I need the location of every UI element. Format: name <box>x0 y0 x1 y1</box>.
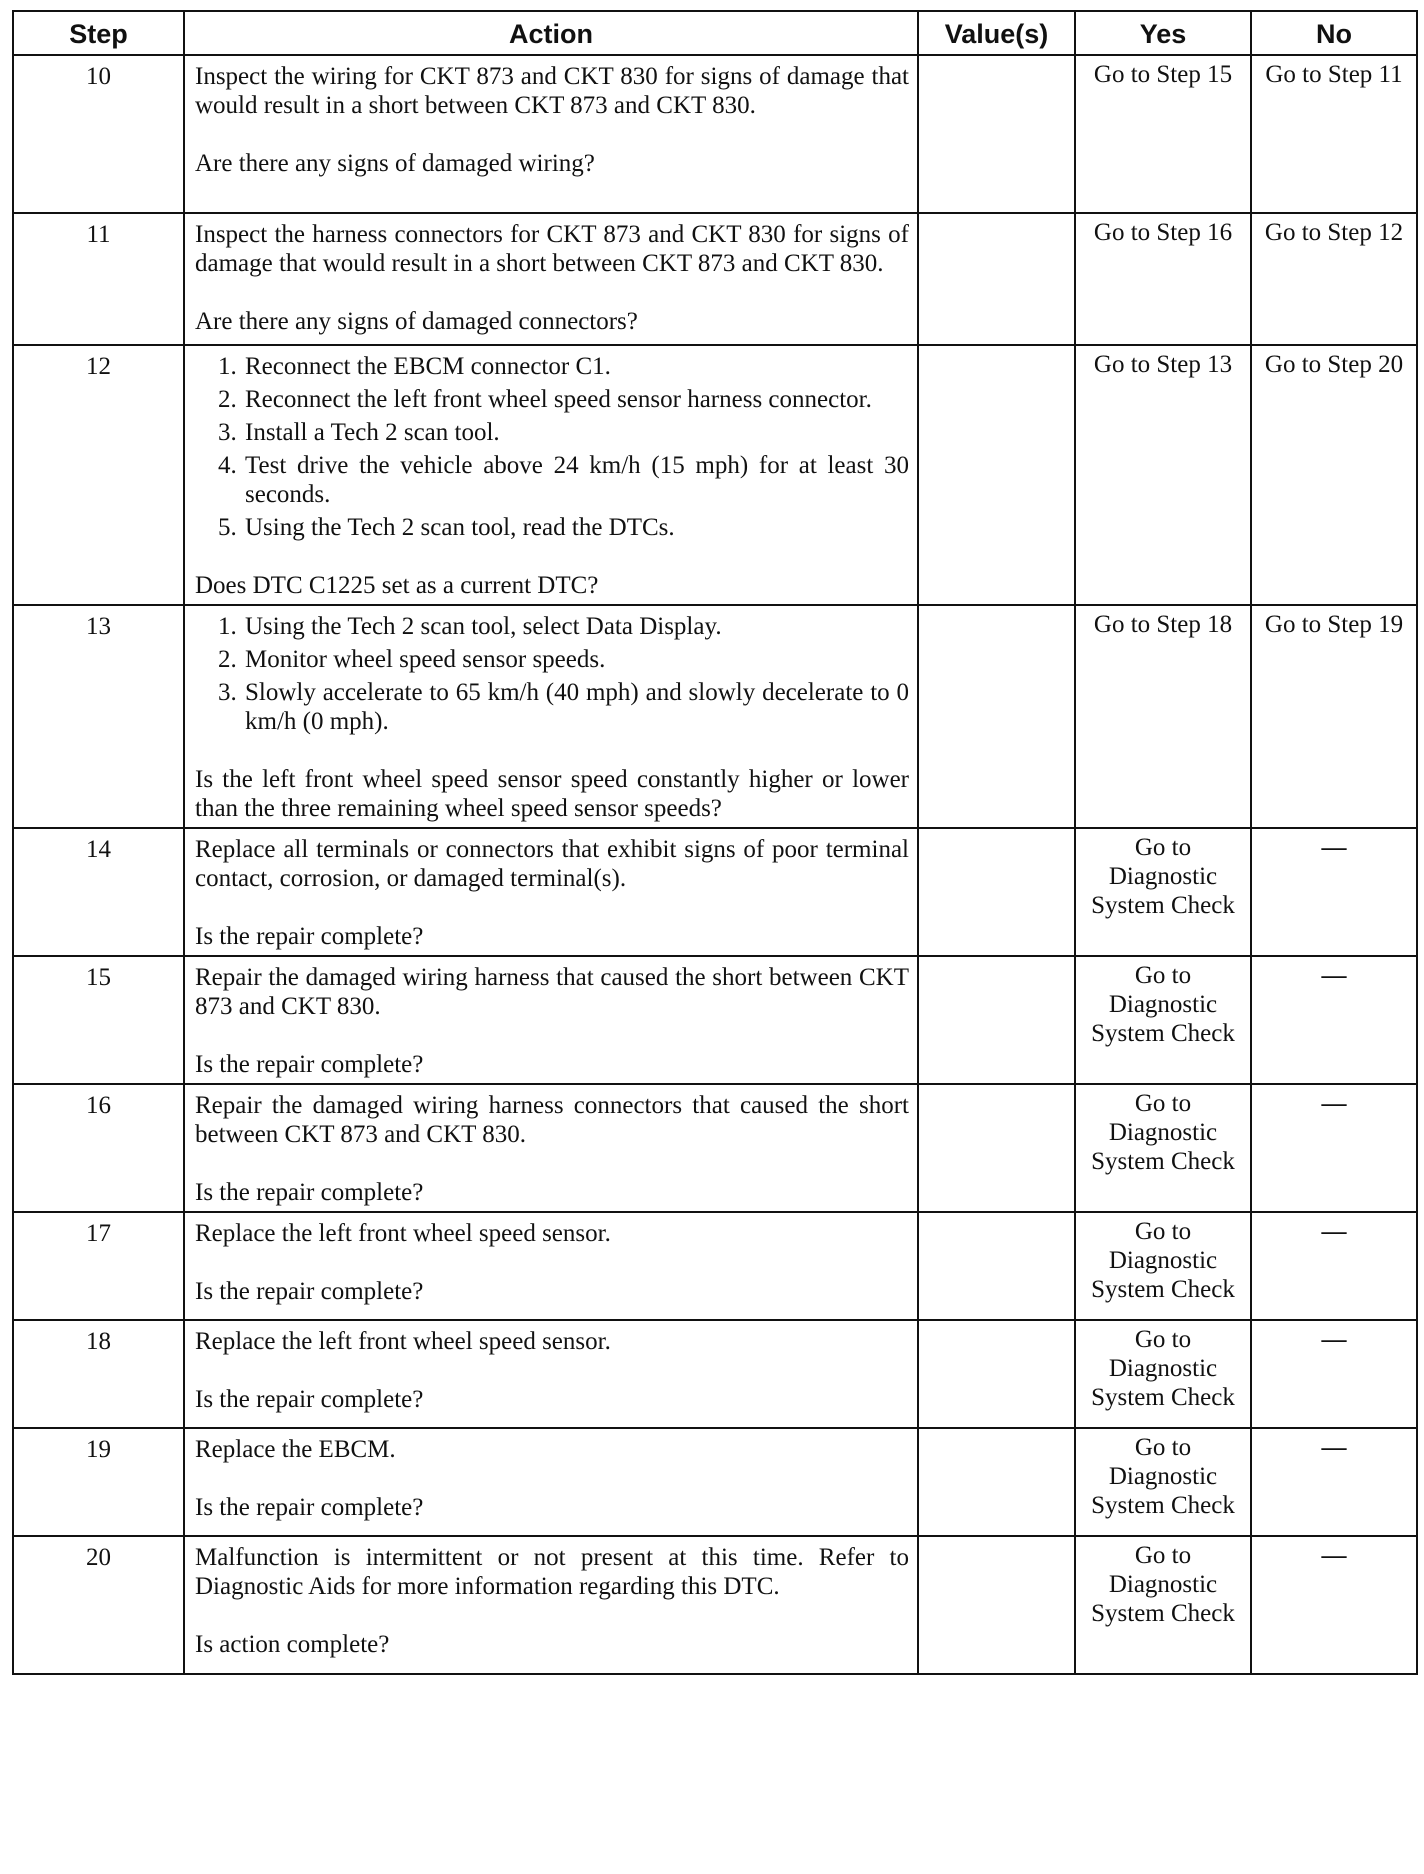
no-result: Go to Step 19 <box>1251 605 1417 828</box>
action-question: Is the repair complete? <box>195 923 424 950</box>
yes-result: Go to Step 18 <box>1075 605 1251 828</box>
action-step-item: 5. Using the Tech 2 scan tool, read the DTCs. <box>243 513 909 542</box>
no-result: Go to Step 11 <box>1251 55 1417 213</box>
action-step-item: 1. Reconnect the EBCM connector C1. <box>243 352 909 381</box>
table-row <box>13 1320 1417 1428</box>
step-number: 10 <box>13 55 184 213</box>
no-result: Go to Step 20 <box>1251 345 1417 605</box>
action-text: Malfunction is intermittent or not present at this time. Refer to Diagnostic Aids for more information regarding this DTC. <box>195 1544 909 1600</box>
action-cell <box>184 1084 918 1212</box>
no-result: — <box>1251 828 1417 956</box>
action-text: Inspect the harness connectors for CKT 873 and CKT 830 for signs of damage that would result in a short between CKT 873 and CKT 830. <box>195 221 909 277</box>
table-row <box>13 55 1417 213</box>
action-cell <box>184 1320 918 1428</box>
table-row <box>13 1212 1417 1320</box>
step-number: 16 <box>13 1084 184 1212</box>
action-question: Is the repair complete? <box>195 1386 424 1413</box>
header-yes: Yes <box>1075 11 1251 55</box>
action-cell <box>184 345 918 605</box>
action-text: Replace all terminals or connectors that exhibit signs of poor terminal contact, corrosion, or damaged terminal(s). <box>195 836 909 892</box>
no-result: — <box>1251 1084 1417 1212</box>
action-question: Does DTC C1225 set as a current DTC? <box>195 572 599 599</box>
action-text: Replace the EBCM. <box>195 1436 396 1463</box>
action-question: Is the repair complete? <box>195 1051 424 1078</box>
yes-result: Go to Diagnostic System Check <box>1075 1536 1251 1674</box>
no-result: Go to Step 12 <box>1251 213 1417 345</box>
yes-result: Go to Diagnostic System Check <box>1075 1212 1251 1320</box>
value-cell <box>918 55 1075 213</box>
action-step-item: 2. Reconnect the left front wheel speed sensor harness connector. <box>243 385 909 414</box>
yes-result: Go to Step 13 <box>1075 345 1251 605</box>
action-cell <box>184 1212 918 1320</box>
value-cell <box>918 1084 1075 1212</box>
value-cell <box>918 956 1075 1084</box>
action-text: Repair the damaged wiring harness connectors that caused the short between CKT 873 and CKT 830. <box>195 1092 909 1148</box>
value-cell <box>918 213 1075 345</box>
no-result: — <box>1251 1212 1417 1320</box>
table-row <box>13 828 1417 956</box>
table-row <box>13 345 1417 605</box>
action-cell <box>184 605 918 828</box>
action-step-item: 4. Test drive the vehicle above 24 km/h (15 mph) for at least 30 seconds. <box>243 451 909 509</box>
value-cell <box>918 605 1075 828</box>
yes-result: Go to Step 15 <box>1075 55 1251 213</box>
header-no: No <box>1251 11 1417 55</box>
table-row <box>13 1536 1417 1674</box>
table-body <box>13 55 1417 1674</box>
action-step-item: 1. Using the Tech 2 scan tool, select Data Display. <box>243 612 909 641</box>
no-result: — <box>1251 956 1417 1084</box>
table-row <box>13 605 1417 828</box>
action-cell <box>184 956 918 1084</box>
yes-result: Go to Diagnostic System Check <box>1075 828 1251 956</box>
table-row <box>13 213 1417 345</box>
action-steps-list <box>195 612 909 736</box>
step-number: 19 <box>13 1428 184 1536</box>
action-question: Is the repair complete? <box>195 1179 424 1206</box>
value-cell <box>918 1212 1075 1320</box>
yes-result: Go to Step 16 <box>1075 213 1251 345</box>
action-step-item: 2. Monitor wheel speed sensor speeds. <box>243 645 909 674</box>
no-result: — <box>1251 1428 1417 1536</box>
action-question: Is action complete? <box>195 1631 390 1658</box>
action-cell <box>184 1536 918 1674</box>
step-number: 13 <box>13 605 184 828</box>
value-cell <box>918 828 1075 956</box>
value-cell <box>918 1320 1075 1428</box>
table-row <box>13 1428 1417 1536</box>
action-text: Replace the left front wheel speed sensor. <box>195 1328 611 1355</box>
step-number: 11 <box>13 213 184 345</box>
action-question: Is the repair complete? <box>195 1494 424 1521</box>
action-question: Is the repair complete? <box>195 1278 424 1305</box>
yes-result: Go to Diagnostic System Check <box>1075 956 1251 1084</box>
action-cell <box>184 828 918 956</box>
value-cell <box>918 345 1075 605</box>
action-cell <box>184 213 918 345</box>
diagnostic-table <box>12 10 1418 1675</box>
value-cell <box>918 1536 1075 1674</box>
value-cell <box>918 1428 1075 1536</box>
action-cell <box>184 55 918 213</box>
action-question: Is the left front wheel speed sensor speed constantly higher or lower than the three remaining wheel speed sensor speeds? <box>195 766 909 822</box>
no-result: — <box>1251 1320 1417 1428</box>
step-number: 17 <box>13 1212 184 1320</box>
table-row <box>13 956 1417 1084</box>
action-cell <box>184 1428 918 1536</box>
table-header-row <box>13 11 1417 55</box>
step-number: 20 <box>13 1536 184 1674</box>
action-step-item: 3. Slowly accelerate to 65 km/h (40 mph) and slowly decelerate to 0 km/h (0 mph). <box>243 678 909 736</box>
no-result: — <box>1251 1536 1417 1674</box>
action-question: Are there any signs of damaged wiring? <box>195 150 595 177</box>
table-row <box>13 1084 1417 1212</box>
step-number: 14 <box>13 828 184 956</box>
yes-result: Go to Diagnostic System Check <box>1075 1428 1251 1536</box>
header-step: Step <box>13 11 184 55</box>
step-number: 12 <box>13 345 184 605</box>
action-text: Replace the left front wheel speed sensor. <box>195 1220 611 1247</box>
step-number: 18 <box>13 1320 184 1428</box>
action-question: Are there any signs of damaged connectors? <box>195 308 638 335</box>
action-steps-list <box>195 352 909 542</box>
step-number: 15 <box>13 956 184 1084</box>
header-action: Action <box>184 11 918 55</box>
action-text: Repair the damaged wiring harness that caused the short between CKT 873 and CKT 830. <box>195 964 909 1020</box>
yes-result: Go to Diagnostic System Check <box>1075 1320 1251 1428</box>
header-values: Value(s) <box>918 11 1075 55</box>
action-step-item: 3. Install a Tech 2 scan tool. <box>243 418 909 447</box>
action-text: Inspect the wiring for CKT 873 and CKT 830 for signs of damage that would result in a short between CKT 873 and CKT 830. <box>195 63 909 119</box>
diagnostic-page <box>12 10 1416 1675</box>
yes-result: Go to Diagnostic System Check <box>1075 1084 1251 1212</box>
